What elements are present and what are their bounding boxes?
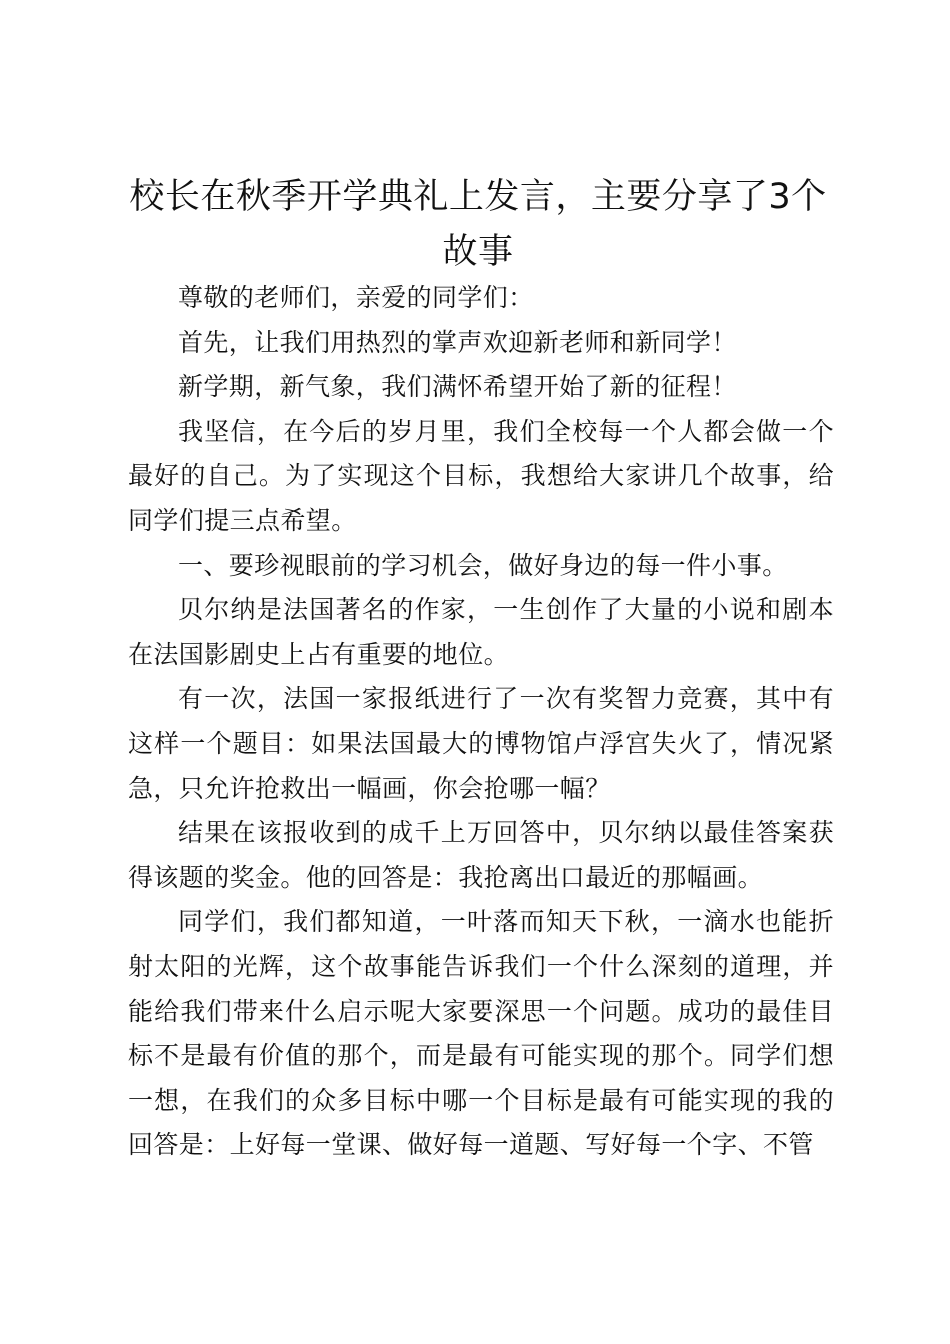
paragraph-new-semester: 新学期，新气象，我们满怀希望开始了新的征程！ [178,372,737,402]
document-body [128,276,834,1168]
paragraph-contest: 有一次，法国一家报纸进行了一次有奖智力竞赛，其中有这样一个题目：如果法国最大的博物馆卢浮宫失火了，情况紧急，只允许抢救出一幅画，你会抢哪一幅？ [128,684,834,803]
paragraph-bernard: 贝尔纳是法国著名的作家，一生创作了大量的小说和剧本在法国影剧史上占有重要的地位。 [128,595,834,669]
paragraph-welcome: 首先，让我们用热烈的掌声欢迎新老师和新同学！ [178,327,737,357]
paragraph-salutation: 尊敬的老师们，亲爱的同学们： [178,283,534,312]
paragraph-answer: 结果在该报收到的成千上万回答中，贝尔纳以最佳答案获得该题的奖金。他的回答是：我抢离出口最近的那幅画。 [128,818,834,892]
paragraph-lesson: 同学们，我们都知道，一叶落而知天下秋，一滴水也能折射太阳的光辉，这个故事能告诉我们一个什么深刻的道理，并能给我们带来什么启示呢大家要深思一个问题。成功的最佳目标不是最有价值的那个，而是最有可能实现的那个。同学们想一想，在我们的众多目标中哪一个目标是最有可能实现的我的回答是：上好每一堂课、做好每一道题、写好每一个字、不管 [128,907,834,1160]
paragraph-heading-one: 一、要珍视眼前的学习机会，做好身边的每一件小事。 [178,550,788,580]
document-title: 校长在秋季开学典礼上发言，主要分享了3个故事 [129,177,827,272]
paragraph-belief: 我坚信，在今后的岁月里，我们全校每一个人都会做一个最好的自己。为了实现这个目标，我想给大家讲几个故事，给同学们提三点希望。 [128,416,834,535]
